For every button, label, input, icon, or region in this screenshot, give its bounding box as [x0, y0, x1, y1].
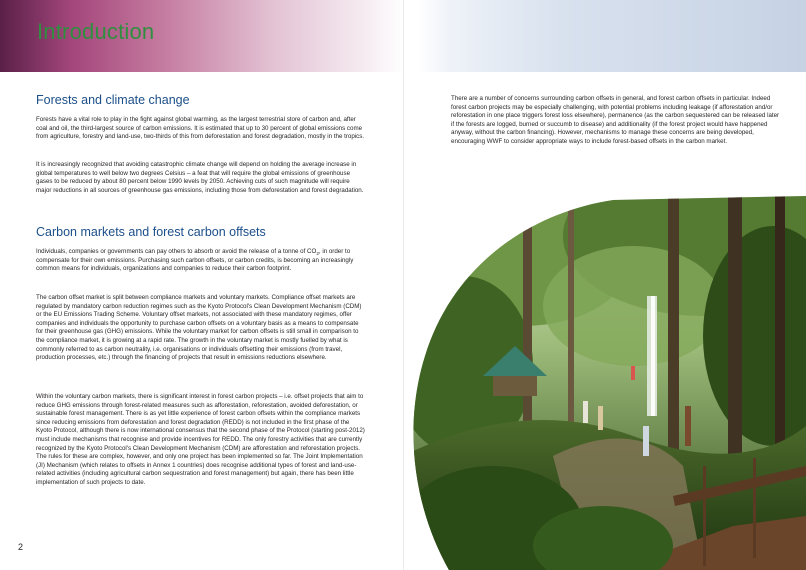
section-heading-carbon-markets: Carbon markets and forest carbon offsets [36, 225, 266, 239]
paragraph-voluntary-forest-projects: Within the voluntary carbon markets, there is significant interest in forest carbon projects – i.e. offset projects that aim to reduce GHG emissions through forest-related measures such as afforestation, reforestation, avoided deforestation, or sustainable forest management. There is as yet little experience of forest carbon offsets within the compliance markets since reducing emissions from deforestation and forest degradation (REDD) is not included in the first phase of the Kyoto Protocol, although there is now international consensus that the second phase of the Protocol (starting post-2012) must include mechanisms that recognise and provide incentives for REDD. The only forestry activities that are currently recognized by the Kyoto Protocol's Clean Development Mechanism (CDM) are afforestation and reforestation projects. The rules for these are complex, however, and only one project has been implemented so far. The Joint Implementation (JI) Mechanism (which relates to offsets in Annex 1 countries) does recognise additional types of forest and land-use-related activities (including agricultural carbon sequestration and forest management) but again, there has been little implementation of such projects to date. [36, 393, 365, 486]
co2-text: Individuals, companies or governments can pay others to absorb or avoid the release of a tonne of CO [36, 248, 317, 255]
page-number: 2 [18, 542, 24, 552]
paragraph-carbon-offsets-intro [36, 248, 366, 274]
section-heading-forests-climate: Forests and climate change [36, 93, 190, 107]
offsets-text: , in order to compensate for their own emissions. Purchasing such carbon offsets, or carbon credits, is becoming an increasingly common means for individuals, organizations and companies to reduce their carbon footprint. [36, 248, 354, 273]
paragraph-avoiding-climate-change: It is increasingly recognized that avoiding catastrophic climate change will depend on holding the average increase in global temperatures to well below two degrees Celsius – a feat that will require the global emissions of greenhouse gases to be reduced by about 80 percent below 1990 levels by 2050. Achieving cuts of such magnitude will require major reductions in all sources of greenhouse gas emissions, including those from deforestation and forest degradation. [36, 161, 364, 194]
rainforest-illustration [403, 196, 806, 570]
rainforest-photo [403, 196, 806, 570]
paragraph-offset-market-split: The carbon offset market is split between compliance markets and voluntary markets. Compliance offset markets are regulated by mandatory carbon reduction regimes such as the Kyoto Protocol's Clean Development Mechanism (CDM) or the EU Emissions Trading Scheme. Voluntary offset markets, not associated with these mandatory regimes, offer companies and individuals the opportunity to purchase carbon offsets on a voluntary basis as a means to compensate for their greenhouse gas (GHG) emissions. While the voluntary market for carbon offsets is still small in comparison to the compliance market, it is growing at a rapid rate. The growth in the voluntary market is mostly fuelled by what is commonly referred to as carbon neutrality, i.e. organisations or individuals offsetting their emissions (from travel, production processes, etc.) through the financing of projects that result in emissions reductions elsewhere. [36, 294, 362, 362]
co2-subscript: 2 [316, 251, 319, 257]
paragraph-forests-role: Forests have a vital role to play in the fight against global warming, as the largest terrestrial store of carbon and, after coal and oil, the third-largest source of carbon emissions. It is estimated that up to 30 percent of global emissions come from agriculture, forestry and land-use, two-thirds of this from deforestation and forest degradation, mostly in the tropics. [36, 116, 365, 141]
page-title: Introduction [37, 19, 155, 44]
paragraph-offset-concerns: There are a number of concerns surrounding carbon offsets in general, and forest carbon offsets in particular. Indeed forest carbon projects may be especially challenging, with potential problems including leakage (if afforestation and/or reforestation in one place triggers forest loss elsewhere), permanence (as the carbon sequestered can be released later if the forests are logged, burned or succumb to disease) and additionality (if the forest project would have happened anyway, without the carbon financing). However, mechanisms to manage these concerns are being developed, encouraging WWF to consider appropriate ways to include forest-based offsets in the carbon market. [451, 95, 780, 145]
